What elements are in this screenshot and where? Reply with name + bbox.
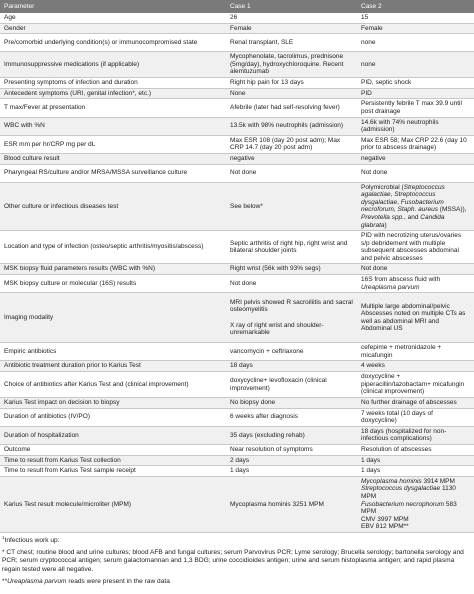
case-1-cell: Right wrist (56k with 93% segs) (226, 264, 357, 275)
case-1-cell: Right hip pain for 13 days (226, 78, 357, 89)
case-2-cell: 1 days (357, 466, 474, 477)
parameter-cell: Location and type of infection (osteo/septic arthritis/myositis/abscess) (0, 231, 226, 264)
case-2-cell: 4 weeks (357, 361, 474, 372)
table-row (0, 408, 474, 426)
case-2-cell: 7 weeks total (10 days of doxycycline) (357, 408, 474, 426)
case-2-cell: Not done (357, 264, 474, 275)
case-1-cell: negative (226, 153, 357, 164)
parameter-cell: Pharyngeal RS/culture and/or MRSA/MSSA surveillance culture (0, 164, 226, 182)
footnote-ureaplasma: **Ureaplasma parvum reads were present in the raw data (2, 577, 170, 585)
table-row (0, 78, 474, 89)
table-row (0, 361, 474, 372)
case-1-cell: No biopsy done (226, 398, 357, 409)
case-2-cell: 1 days (357, 455, 474, 466)
table-row (0, 117, 474, 135)
parameter-cell: ESR mm per hr/CRP mg per dL (0, 135, 226, 153)
header-case-1: Case 1 (226, 0, 357, 13)
case-2-cell: Female (357, 23, 474, 34)
parameter-cell: MSK biopsy fluid parameters results (WBC with %N) (0, 264, 226, 275)
case-2-cell: Not done (357, 164, 474, 182)
table-row (0, 445, 474, 456)
case-1-cell: None (226, 88, 357, 99)
case-2-cell: PID with necrotizing uterus/ovaries s/p debridement with multiple subsequent abscesses abdominal and pelvic abscesses (357, 231, 474, 264)
case-2-cell: 16S from abscess fluid with Ureaplasma parvum (357, 275, 474, 293)
parameter-cell: Blood culture result (0, 153, 226, 164)
case-2-cell: cefepime + metronidazole + micafungin (357, 343, 474, 361)
case-1-cell: 26 (226, 13, 357, 23)
parameter-cell: Antibiotic treatment duration prior to Karius Test (0, 361, 226, 372)
case-1-cell: Renal transplant, SLE (226, 34, 357, 52)
table-row (0, 455, 474, 466)
parameter-cell: Outcome (0, 445, 226, 456)
table-row (0, 99, 474, 117)
table-row (0, 164, 474, 182)
table-row (0, 264, 474, 275)
parameter-cell: Karius Test impact on decision to biopsy (0, 398, 226, 409)
parameter-cell: Gender (0, 23, 226, 34)
case-1-cell: 35 days (excluding rehab) (226, 426, 357, 444)
case-2-cell: doxycycline + piperacillin/tazobactam+ micafungin (clinical improvement) (357, 372, 474, 398)
parameter-cell: Karius Test result molecule/microliter (MPM) (0, 476, 226, 532)
case-2-cell: Polymicrobial (Streptococcus agalactiae, Streptococcus dysgalactiae, Fusobacterium necroforum, Staph. aureus (MSSA)), Prevotella spp., and Candida glabrata) (357, 182, 474, 231)
case-1-cell: 1 days (226, 466, 357, 477)
table-row (0, 52, 474, 78)
case-1-cell: 18 days (226, 361, 357, 372)
case-2-cell: none (357, 52, 474, 78)
case-1-cell: Female (226, 23, 357, 34)
table-header-row (0, 0, 474, 13)
parameter-cell: Pre/comorbid underlying condition(s) or immunocompromised state (0, 34, 226, 52)
case-1-cell: See below* (226, 182, 357, 231)
case-1-cell: 13.5k with 98% neutrophils (admission) (226, 117, 357, 135)
table-row (0, 34, 474, 52)
parameter-cell: Age (0, 13, 226, 23)
case-2-cell: 14.6k with 74% neutrophils (admission) (357, 117, 474, 135)
footnote-mark: 1 (2, 534, 5, 540)
table-row (0, 182, 474, 231)
case-2-cell: Resolution of abscesses (357, 445, 474, 456)
footnote-negative-tests: * CT chest; routine blood and urine cultures; blood AFB and fungal cultures; serum Parvovirus PCR; Lyme serology; Brucella serology; bartonella serology and PCR; serum cryptococcal antigen; serum galactomannan and 1,3 BDG; urine coccidioides antigen; urine and serum histoplasma antigen; and rapid plasma regain tested were all negative. (2, 549, 464, 573)
case-2-cell: negative (357, 153, 474, 164)
case-2-cell: Mycoplasma hominis 3914 MPM Streptococcus dysgalactiae 1130 MPM Fusobacterium necrophorum 583 MPM CMV 3997 MPM EBV 812 MPM** (357, 476, 474, 532)
table-row (0, 153, 474, 164)
table-row (0, 135, 474, 153)
case-1-cell: Septic arthritis of right hip, right wrist and bilateral shoulder joints (226, 231, 357, 264)
table-row (0, 293, 474, 343)
case-1-cell: Mycoplasma hominis 3251 MPM (226, 476, 357, 532)
parameter-cell: Immunosuppressive medications (if applicable) (0, 52, 226, 78)
footnotes (0, 533, 474, 586)
parameter-cell: Duration of hospitalization (0, 426, 226, 444)
parameter-cell: Antecedent symptoms (URI, genital infection*, etc.) (0, 88, 226, 99)
parameter-cell: Empiric antibiotics (0, 343, 226, 361)
table-row (0, 476, 474, 532)
parameter-cell: Time to result from Karius Test sample receipt (0, 466, 226, 477)
parameter-cell: Duration of antibiotics (IV/PO) (0, 408, 226, 426)
header-case-2: Case 2 (357, 0, 474, 13)
parameter-cell: MSK biopsy culture or molecular (16S) results (0, 275, 226, 293)
table-row (0, 23, 474, 34)
table-row (0, 231, 474, 264)
parameter-cell: Imaging modality (0, 293, 226, 343)
case-1-cell: Afebrile (later had self-resolving fever) (226, 99, 357, 117)
table-body (0, 13, 474, 532)
case-1-cell: Not done (226, 164, 357, 182)
case-1-cell: 6 weeks after diagnosis (226, 408, 357, 426)
footnote-infectious-workup: $^1$Infectious work up: (2, 534, 60, 544)
parameter-cell: Other culture or infectious diseases test (0, 182, 226, 231)
case-1-cell: Max ESR 108 (day 20 post adm); Max CRP 14.7 (day 20 post adm) (226, 135, 357, 153)
table-row (0, 426, 474, 444)
table-row (0, 466, 474, 477)
case-1-cell: doxycycline+ levofloxacin (clinical improvement) (226, 372, 357, 398)
table-row (0, 275, 474, 293)
case-2-cell: No further drainage of abscesses (357, 398, 474, 409)
case-1-cell: Mycophenolate, tacrolimus, prednisone (5mg/day), hydroxychloroquine. Recent alemtuzumab (226, 52, 357, 78)
case-2-cell: 18 days (hospitalized for non-infectious complications) (357, 426, 474, 444)
parameter-cell: T max/Fever at presentation (0, 99, 226, 117)
case-2-cell: Multiple large abdominal/pelvic Abscesses noted on multiple CTs as well as abdominal MRI and Abdominal US (357, 293, 474, 343)
parameter-cell: Presenting symptoms of infection and duration (0, 78, 226, 89)
case-2-cell: 15 (357, 13, 474, 23)
case-2-cell: PID (357, 88, 474, 99)
table-row (0, 88, 474, 99)
case-1-cell: Near resolution of symptoms (226, 445, 357, 456)
case-1-cell: MRI pelvis showed R sacroiliitis and sacral osteomyelitis X ray of right wrist and shoulder- unremarkable (226, 293, 357, 343)
parameter-cell: Choice of antibiotics after Karius Test and (clinical improvement) (0, 372, 226, 398)
table-row (0, 372, 474, 398)
parameter-cell: Time to result from Karius Test collection (0, 455, 226, 466)
header-parameter: Parameter (0, 0, 226, 13)
case-1-cell: 2 days (226, 455, 357, 466)
case-2-cell: Max ESR 58; Max CRP 22.6 (day 10 prior to abscess drainage) (357, 135, 474, 153)
parameter-cell: WBC with %N (0, 117, 226, 135)
case-2-cell: none (357, 34, 474, 52)
case-1-cell: Not done (226, 275, 357, 293)
case-1-cell: vancomycin + ceftriaxone (226, 343, 357, 361)
case-2-cell: PID, septic shock (357, 78, 474, 89)
case-2-cell: Persistently febrile T max 39.9 until post drainage (357, 99, 474, 117)
table-row (0, 13, 474, 23)
table-row (0, 398, 474, 409)
table-row (0, 343, 474, 361)
